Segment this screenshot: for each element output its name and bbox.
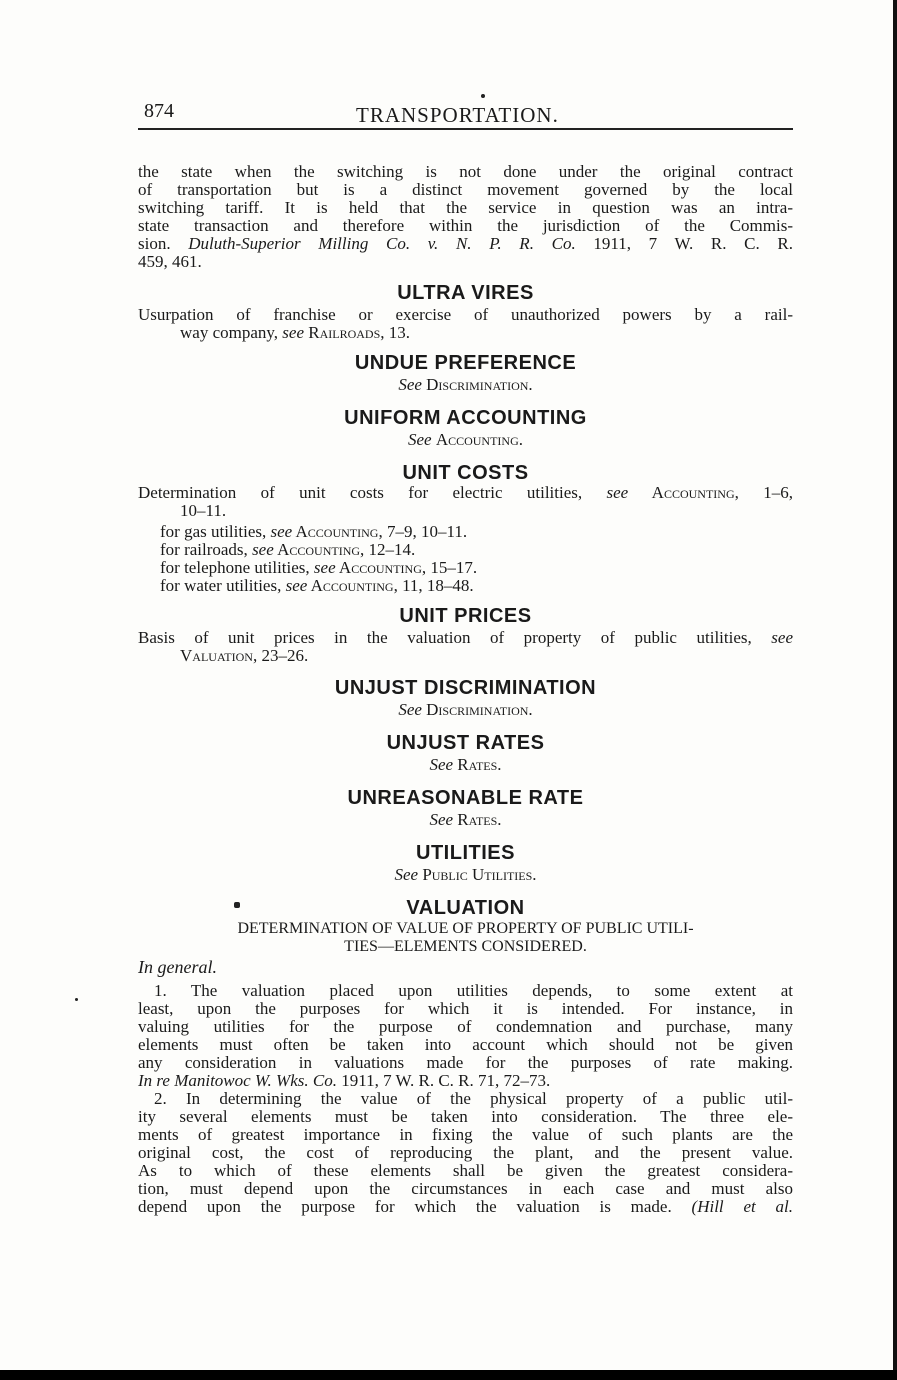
text-line: sion. Duluth-Superior Milling Co. v. N. P. R. Co. 1911, 7 W. R. C. R. [138, 234, 793, 253]
text-line: ments of greatest importance in fixing the value of such plants are the [138, 1125, 793, 1144]
text-line: ity several elements must be taken into consideration. The three ele- [138, 1107, 793, 1126]
page-number: 874 [144, 100, 174, 122]
text-line: tion, must depend upon the circumstances in each case and must also [138, 1179, 793, 1198]
section-title: In general. [138, 957, 217, 977]
text-line: In re Manitowoc W. Wks. Co. 1911, 7 W. R. C. R. 71, 72–73. [138, 1071, 551, 1090]
heading-utilities: UTILITIES [416, 842, 515, 864]
text-line: Basis of unit prices in the valuation of property of public utilities, see [138, 628, 793, 647]
paragraph-2 [138, 1090, 793, 1216]
text-line: for gas utilities, see Accounting, 7–9, 10–11. [160, 522, 468, 541]
scan-bottom-edge [0, 1370, 897, 1380]
text-line: any consideration in valuations made for the purposes of rate making. [138, 1053, 793, 1072]
continuation-paragraph [138, 163, 793, 271]
cross-reference: See Discrimination. [398, 375, 533, 394]
subheading: TIES—ELEMENTS CONSIDERED. [344, 938, 587, 955]
text-line: 1. The valuation placed upon utilities depends, to some extent at [154, 981, 793, 1000]
text-line: 2. In determining the value of the physical property of a public util- [154, 1089, 793, 1108]
heading-unjust-discrimination: UNJUST DISCRIMINATION [334, 677, 597, 699]
unit-costs-entry [138, 484, 793, 595]
heading-unreasonable-rate: UNREASONABLE RATE [347, 787, 584, 809]
text-line: state transaction and therefore within the jurisdiction of the Commis- [138, 216, 793, 235]
speck [75, 998, 78, 1001]
text-line: switching tariff. It is held that the service in question was an intra- [138, 198, 793, 217]
text-line: way company, see Railroads, 13. [180, 323, 411, 342]
heading-uniform-accounting: UNIFORM ACCOUNTING [344, 407, 587, 429]
cross-reference: See Rates. [429, 755, 502, 774]
text-line: Determination of unit costs for electric utilities, see Accounting, 1–6, [138, 483, 793, 502]
text-line: depend upon the purpose for which the valuation is made. (Hill et al. [138, 1197, 793, 1216]
case-citation: In re Manitowoc W. Wks. Co. [138, 1071, 337, 1090]
text-line: original cost, the cost of reproducing the plant, and the present value. [138, 1143, 793, 1162]
heading-unjust-rates: UNJUST RATES [386, 732, 545, 754]
text-line: for water utilities, see Accounting, 11, 18–48. [160, 576, 474, 595]
text-line: Valuation, 23–26. [180, 646, 309, 665]
text-line: 10–11. [180, 501, 227, 520]
scan-right-edge [893, 0, 897, 1380]
page [138, 98, 793, 1216]
text-line: As to which of these elements shall be given the greatest considera- [138, 1161, 793, 1180]
running-title: TRANSPORTATION. [356, 103, 559, 127]
text-line: the state when the switching is not done under the original contract [138, 162, 793, 181]
subheading: DETERMINATION OF VALUE OF PROPERTY OF PUBLIC UTILI- [237, 920, 694, 937]
heading-unit-costs: UNIT COSTS [402, 462, 529, 484]
text-line: Usurpation of franchise or exercise of unauthorized powers by a rail- [138, 305, 793, 324]
text-line: valuing utilities for the purpose of condemnation and purchase, many [138, 1017, 793, 1036]
text-line: for telephone utilities, see Accounting, 15–17. [160, 558, 478, 577]
text-line: for railroads, see Accounting, 12–14. [160, 540, 416, 559]
text-line: least, upon the purposes for which it is intended. For instance, in [138, 999, 793, 1018]
text-line: 459, 461. [138, 252, 202, 271]
text-line: elements must often be taken into account which should not be given [138, 1035, 793, 1054]
heading-unit-prices: UNIT PRICES [399, 605, 532, 627]
ultra-vires-entry [138, 306, 793, 342]
heading-undue-preference: UNDUE PREFERENCE [354, 352, 577, 374]
cross-reference: See Public Utilities. [394, 865, 537, 884]
case-citation: (Hill et al. [691, 1197, 793, 1216]
text-line: of transportation but is a distinct movement governed by the local [138, 180, 793, 199]
heading-valuation: VALUATION [406, 897, 525, 919]
cross-reference: See Discrimination. [398, 700, 533, 719]
cross-reference: See Accounting. [407, 430, 524, 449]
page-header [138, 98, 793, 130]
unit-prices-entry [138, 629, 793, 665]
cross-reference: See Rates. [429, 810, 502, 829]
paragraph-1 [138, 982, 793, 1090]
case-citation: Duluth-Superior Milling Co. v. N. P. R. Co. [188, 234, 576, 253]
heading-ultra-vires: ULTRA VIRES [397, 282, 534, 304]
